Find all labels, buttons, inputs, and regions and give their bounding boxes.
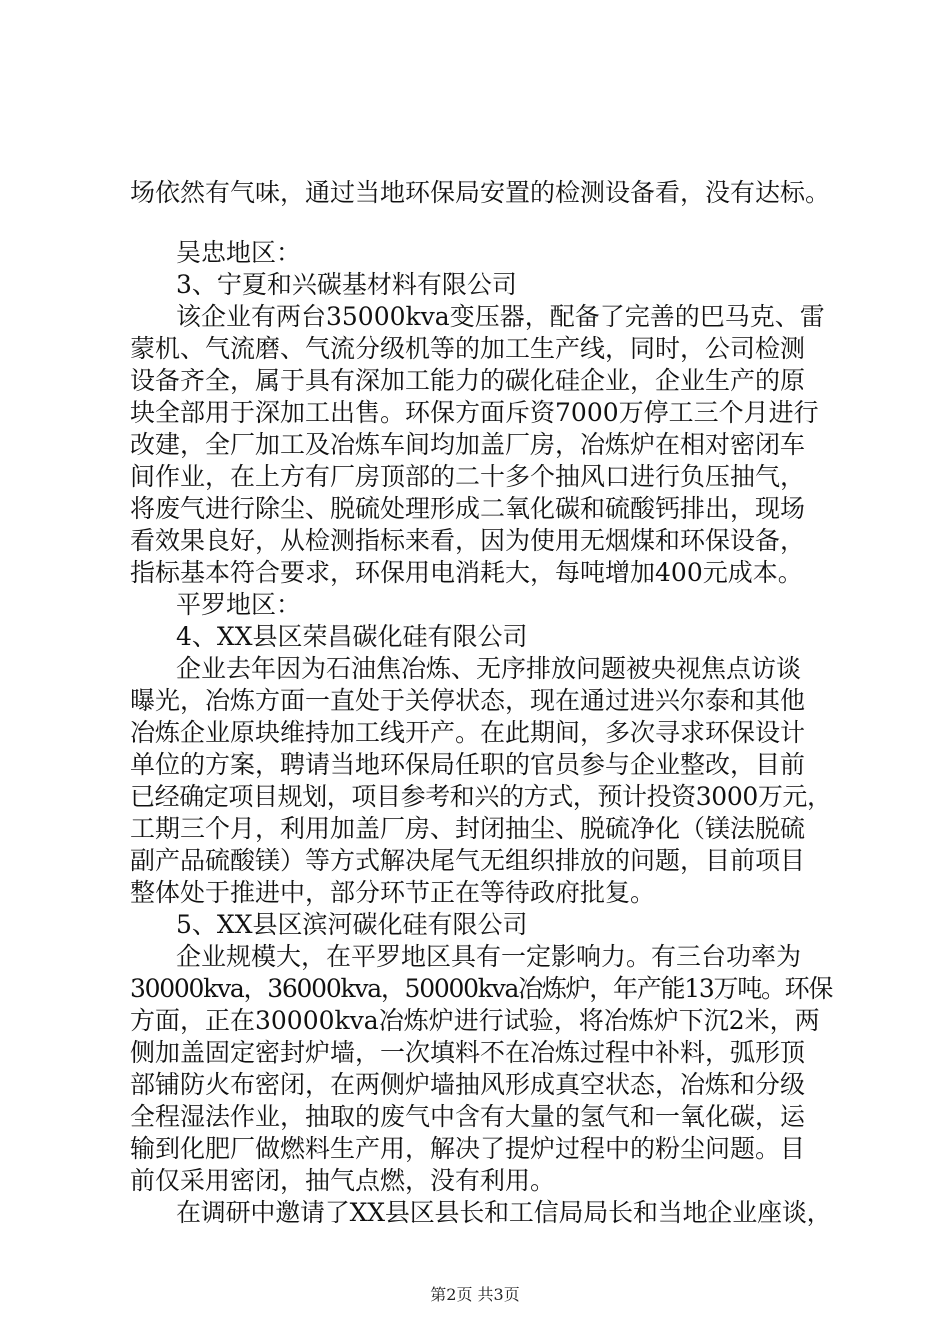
body-line: 企业去年因为石油焦冶炼、无序排放问题被央视焦点访谈: [176, 654, 802, 683]
body-line: 场依然有气味，通过当地环保局安置的检测设备看，没有达标。: [130, 178, 831, 207]
body-line: 曝光，冶炼方面一直处于关停状态，现在通过进兴尔泰和其他: [130, 686, 806, 715]
body-line: 设备齐全，属于具有深加工能力的碳化硅企业，企业生产的原: [130, 366, 806, 395]
body-line: 副产品硫酸镁）等方式解决尾气无组织排放的问题，目前项目: [130, 846, 806, 875]
body-line: 将废气进行除尘、脱硫处理形成二氧化碳和硫酸钙排出，现场: [130, 494, 806, 523]
body-line: 侧加盖固定密封炉墙，一次填料不在冶炼过程中补料，弧形顶: [130, 1038, 806, 1067]
company-heading: 5、XX县区滨河碳化硅有限公司: [176, 910, 528, 939]
body-line: 部铺防火布密闭，在两侧炉墙抽风形成真空状态，冶炼和分级: [130, 1070, 806, 1099]
body-line: 企业规模大，在平罗地区具有一定影响力。有三台功率为: [176, 942, 802, 971]
body-line: 间作业，在上方有厂房顶部的二十多个抽风口进行负压抽气，: [130, 462, 806, 491]
body-line: 在调研中邀请了XX县区县长和工信局局长和当地企业座谈，: [176, 1198, 832, 1227]
body-line: 该企业有两台35000kva变压器，配备了完善的巴马克、雷: [176, 302, 825, 331]
body-line: 整体处于推进中，部分环节正在等待政府批复。: [130, 878, 656, 907]
body-line: 全程湿法作业，抽取的废气中含有大量的氢气和一氧化碳，运: [130, 1102, 806, 1131]
body-line: 指标基本符合要求，环保用电消耗大，每吨增加400元成本。: [130, 558, 803, 587]
body-line: 块全部用于深加工出售。环保方面斥资7000万停工三个月进行: [130, 398, 819, 427]
page-footer: 第2页 共3页: [430, 1285, 520, 1304]
body-line: 看效果良好，从检测指标来看，因为使用无烟煤和环保设备，: [130, 526, 806, 555]
section-heading: 平罗地区：: [176, 590, 302, 619]
company-heading: 3、宁夏和兴碳基材料有限公司: [176, 270, 517, 299]
body-line: 蒙机、气流磨、气流分级机等的加工生产线，同时，公司检测: [130, 334, 806, 363]
body-line: 已经确定项目规划，项目参考和兴的方式，预计投资3000万元，: [130, 782, 832, 811]
section-heading: 吴忠地区：: [176, 238, 302, 267]
body-line: 改建，全厂加工及冶炼车间均加盖厂房，冶炼炉在相对密闭车: [130, 430, 806, 459]
company-heading: 4、XX县区荣昌碳化硅有限公司: [176, 622, 528, 651]
body-line: 前仅采用密闭，抽气点燃，没有利用。: [130, 1166, 556, 1195]
body-line: 单位的方案，聘请当地环保局任职的官员参与企业整改，目前: [130, 750, 806, 779]
body-line: 方面，正在30000kva冶炼炉进行试验，将冶炼炉下沉2米，两: [130, 1006, 820, 1035]
body-line: 30000kva，36000kva，50000kva冶炼炉，年产能13万吨。环保: [130, 974, 833, 1003]
body-line: 冶炼企业原块维持加工线开产。在此期间，多次寻求环保设计: [130, 718, 806, 747]
body-line: 工期三个月，利用加盖厂房、封闭抽尘、脱硫净化（镁法脱硫: [130, 814, 806, 843]
body-line: 输到化肥厂做燃料生产用，解决了提炉过程中的粉尘问题。目: [130, 1134, 806, 1163]
